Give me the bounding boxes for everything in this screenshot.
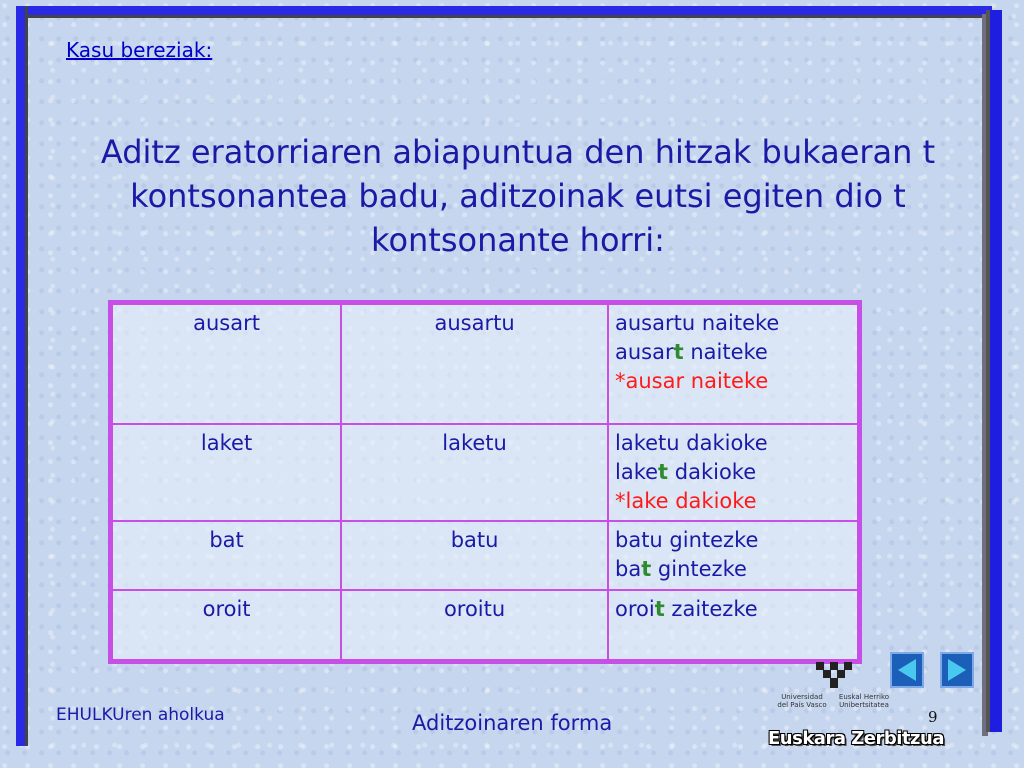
forms-cell <box>608 304 858 424</box>
kept-t-form <box>615 595 851 624</box>
previous-slide-button[interactable] <box>890 652 924 688</box>
slide-frame-left <box>16 6 25 746</box>
slide-frame-right <box>990 10 1002 732</box>
slide-frame-top <box>16 6 992 15</box>
wrong-form <box>615 487 851 516</box>
correct-form: laketu dakioke <box>615 431 768 455</box>
slide-subtitle: Kasu bereziak: <box>66 38 213 62</box>
base-word-cell: ausart <box>112 304 341 424</box>
kept-t-letter: t <box>654 597 665 621</box>
triangle-left-icon <box>898 659 916 681</box>
university-logo-icon <box>812 660 856 690</box>
verb-cell: laketu <box>341 424 608 521</box>
page-number: 9 <box>928 708 938 726</box>
forms-cell <box>608 521 858 590</box>
wrong-text: lake dakioke <box>625 489 757 513</box>
kept-t-letter: t <box>641 557 652 581</box>
logo-caption-basque: Euskal Herriko Unibertsitatea <box>838 693 890 709</box>
examples-table <box>108 300 862 664</box>
kept-prefix: lake <box>615 460 659 484</box>
kept-t-form <box>615 458 851 487</box>
logo-caption-spanish: Universidad del País Vasco <box>777 693 827 709</box>
kept-t-letter: t <box>658 460 669 484</box>
verb-cell: batu <box>341 521 608 590</box>
kept-suffix: gintezke <box>651 557 747 581</box>
wrong-text: ausar naiteke <box>625 369 769 393</box>
table-row <box>112 521 858 590</box>
forms-cell <box>608 424 858 521</box>
asterisk: * <box>615 369 626 393</box>
forms-cell <box>608 590 858 660</box>
footer-center-text: Aditzoinaren forma <box>412 711 613 735</box>
kept-suffix: dakioke <box>668 460 757 484</box>
footer-left-text: EHULKUren aholkua <box>56 705 225 725</box>
correct-form: ausartu naiteke <box>615 311 780 335</box>
service-name: Euskara Zerbitzua <box>768 728 944 749</box>
table-row <box>112 304 858 424</box>
kept-t-form <box>615 555 851 584</box>
wrong-form <box>615 367 851 396</box>
kept-t-letter: t <box>673 340 684 364</box>
triangle-right-icon <box>948 659 966 681</box>
next-slide-button[interactable] <box>940 652 974 688</box>
base-word-cell: laket <box>112 424 341 521</box>
kept-prefix: ba <box>615 557 642 581</box>
asterisk: * <box>615 489 626 513</box>
base-word-cell: bat <box>112 521 341 590</box>
table-row <box>112 590 858 660</box>
correct-form: batu gintezke <box>615 528 759 552</box>
kept-suffix: zaitezke <box>664 597 758 621</box>
slide-frame-right-shadow <box>982 14 988 736</box>
verb-cell: ausartu <box>341 304 608 424</box>
base-word-cell: oroit <box>112 590 341 660</box>
slide-heading: Aditz eratorriaren abiapuntua den hitzak bukaeran t kontsonantea badu, aditzoinak eutsi egiten dio t kontsonante horri: <box>100 133 936 259</box>
kept-prefix: oroi <box>615 597 655 621</box>
table-row <box>112 424 858 521</box>
kept-t-form <box>615 338 851 367</box>
verb-cell: oroitu <box>341 590 608 660</box>
kept-suffix: naiteke <box>683 340 768 364</box>
kept-prefix: ausar <box>615 340 674 364</box>
